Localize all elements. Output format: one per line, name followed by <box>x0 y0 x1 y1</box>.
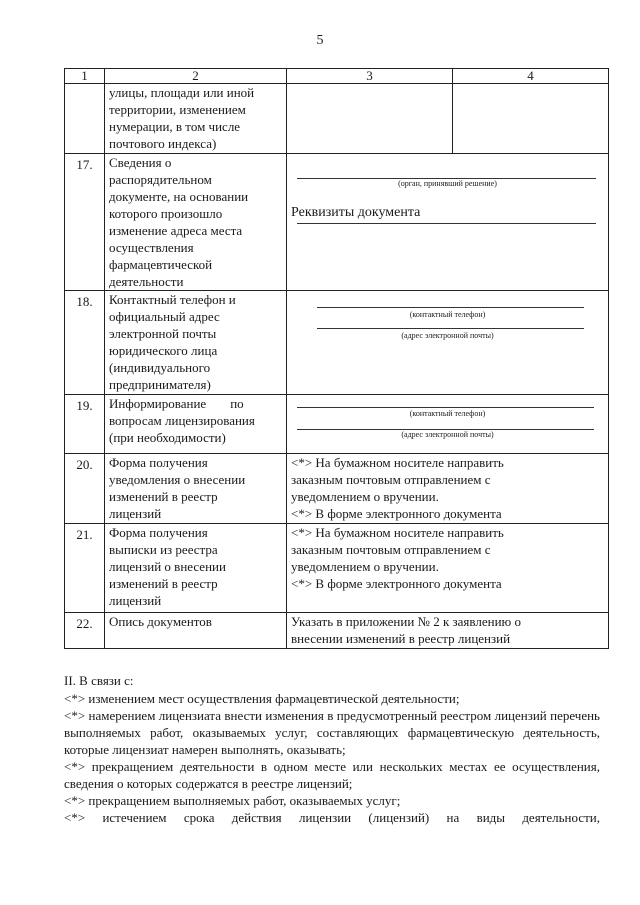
notification-form-cell[interactable]: <*> На бумажном носителе направить заказным почтовым отправлением с уведомлением о вручении. <*> В форме электронного документа <box>287 454 609 524</box>
row-label: Информирование по вопросам лицензирования (при необходимости) <box>105 395 287 454</box>
row-label: Форма получения выписки из реестра лицензий о внесении изменений в реестр лицензий <box>105 524 287 613</box>
row-label: Форма получения уведомления о внесении изменений в реестр лицензий <box>105 454 287 524</box>
reason-item[interactable]: <*> прекращением выполняемых работ, оказываемых услуг; <box>64 793 401 808</box>
reason-item[interactable]: <*> истечением срока действия лицензии (лицензий) на виды деятельности, <box>64 810 600 825</box>
reason-item[interactable]: <*> намерением лицензиата внести изменения в предусмотренный реестром лицензий перечень выполняемых работ, оказываемых услуг, составляющих фармацевтическую деятельность, которые лицензиат намерен выполнять, оказывать; <box>64 708 600 757</box>
row-label: Сведения о распорядительном документе, на основании которого произошло изменение адреса места осуществления фармацевтической деятельности <box>105 154 287 291</box>
form-table <box>64 68 609 649</box>
row-number: 17. <box>65 154 105 291</box>
email-caption: (адрес электронной почты) <box>401 430 494 439</box>
section-2 <box>64 672 600 826</box>
table-row <box>65 154 609 291</box>
section-heading: II. В связи с: <box>64 673 134 688</box>
page-number: 5 <box>316 33 324 48</box>
phone-blank-line[interactable] <box>297 407 594 408</box>
value-cell[interactable] <box>453 84 609 154</box>
row-number: 21. <box>65 524 105 613</box>
documents-inventory-cell[interactable]: Указать в приложении № 2 к заявлению о внесении изменений в реестр лицензий <box>287 613 609 649</box>
table-header-row <box>65 69 609 84</box>
document-details-line[interactable] <box>297 223 596 224</box>
reason-item[interactable]: <*> прекращением деятельности в одном месте или нескольких местах ее осуществления, сведения о которых содержатся в реестре лицензий; <box>64 759 600 791</box>
informing-contacts-cell[interactable] <box>287 395 609 454</box>
row-number: 22. <box>65 613 105 649</box>
column-header: 1 <box>65 69 105 84</box>
row-number: 20. <box>65 454 105 524</box>
reason-item[interactable]: <*> изменением мест осуществления фармацевтической деятельности; <box>64 691 460 706</box>
column-header: 3 <box>287 69 453 84</box>
row-number: 18. <box>65 291 105 395</box>
row-label: Опись документов <box>105 613 287 649</box>
column-header: 2 <box>105 69 287 84</box>
value-cell[interactable] <box>287 84 453 154</box>
document-details-label: Реквизиты документа <box>291 205 421 220</box>
phone-caption: (контактный телефон) <box>409 409 486 418</box>
table-row <box>65 524 609 613</box>
row-label: улицы, площади или иной территории, изменением нумерации, в том числе почтового индекса) <box>105 84 287 154</box>
row-label: Контактный телефон и официальный адрес электронной почты юридического лица (индивидуального предпринимателя) <box>105 291 287 395</box>
table-row <box>65 395 609 454</box>
table-row <box>65 613 609 649</box>
phone-blank-line[interactable] <box>317 307 584 308</box>
table-row <box>65 454 609 524</box>
organ-caption: (орган, принявший решение) <box>398 179 497 188</box>
column-header: 4 <box>453 69 609 84</box>
row-number: 19. <box>65 395 105 454</box>
phone-caption: (контактный телефон) <box>409 310 486 319</box>
organ-details-cell[interactable] <box>287 154 609 291</box>
email-blank-line[interactable] <box>317 328 584 329</box>
table-row <box>65 84 609 154</box>
extract-form-cell[interactable]: <*> На бумажном носителе направить заказным почтовым отправлением с уведомлением о вручении. <*> В форме электронного документа <box>287 524 609 613</box>
table-row <box>65 291 609 395</box>
contacts-cell[interactable] <box>287 291 609 395</box>
email-caption: (адрес электронной почты) <box>401 331 494 340</box>
